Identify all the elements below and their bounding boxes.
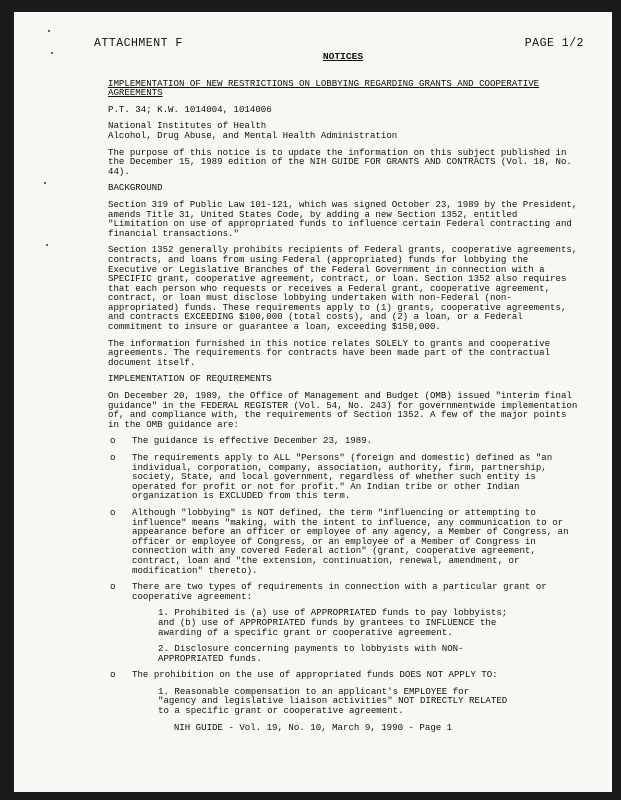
attachment-label: ATTACHMENT F — [94, 37, 183, 50]
speck-mark — [48, 30, 50, 32]
page-footer: NIH GUIDE - Vol. 19, No. 10, March 9, 1990 - Page 1 — [173, 721, 453, 733]
notice-body — [108, 52, 578, 732]
background-heading: BACKGROUND — [108, 182, 163, 194]
bullet-mark: o — [110, 506, 116, 518]
list-item — [108, 582, 578, 601]
background-paragraph-3: The information furnished in this notice relates SOLELY to grants and cooperative agreements. The requirements for contracts have been made part of the contractual document itself. — [108, 337, 551, 368]
list-item — [108, 670, 578, 680]
implementation-paragraph: On December 20, 1989, the Office of Management and Budget (OMB) issued "interim final guidance" in the FEDERAL REGISTER (Vol. 54, No. 243) for governmentwide implementation of, and compliance with, the requirements of Section 1352. A few of the major points in the OMB guidance are: — [108, 390, 578, 430]
list-item — [108, 453, 578, 501]
list-item — [108, 508, 578, 575]
bullet-text: The guidance is effective December 23, 1989. — [132, 435, 373, 447]
sub-item-3: 1. Reasonable compensation to an applicant's EMPLOYEE for "agency and legislative liaison activities" NOT DIRECTLY RELATED to a specific grant or cooperative agreement. — [158, 685, 508, 717]
background-paragraph-2: Section 1352 generally prohibits recipients of Federal grants, cooperative agreements, contracts, and loans from using Federal (appropriated) funds for lobbying the Executive or Legislative Branches of the Federal Government in connection with a SPECIFIC grant, cooperative agreement, contract, or loan. Section 1352 also requires that each person who requests or receives a Federal grant, cooperative agreement, contract, or loan must disclose lobbying undertaken with non-Federal (non-appropriated) funds. These requirements apply to (1) grants, cooperative agreements, and contracts EXCEEDING $100,000 (total costs), and (2) a loan, or a Federal commitment to insure or guarantee a loan, exceeding $150,000. — [108, 244, 578, 333]
notices-title: NOTICES — [322, 51, 364, 62]
implementation-heading: IMPLEMENTATION OF REQUIREMENTS — [108, 373, 272, 385]
background-paragraph-1: Section 319 of Public Law 101-121, which was signed October 23, 1989 by the President, amends Title 31, United States Code, by adding a new Section 1352, entitled "Limitation on use of appropriated funds to influence certain Federal contracting and financial transactions." — [108, 198, 578, 239]
speck-mark — [44, 182, 46, 184]
notice-subtitle: IMPLEMENTATION OF NEW RESTRICTIONS ON LOBBYING REGARDING GRANTS AND COOPERATIVE AGREEMENTS — [108, 77, 540, 99]
bullet-mark: o — [110, 669, 116, 681]
purpose-paragraph: The purpose of this notice is to update the information on this subject published in the December 15, 1989 edition of the NIH GUIDE FOR GRANTS AND CONTRACTS (Vol. 18, No. 44). — [108, 146, 572, 177]
sub-item-2: 2. Disclosure concerning payments to lobbyists with NON-APPROPRIATED funds. — [158, 643, 464, 664]
bullet-mark: o — [110, 435, 116, 447]
pt-line: P.T. 34; K.W. 1014004, 1014006 — [108, 103, 272, 115]
org-line-2: Alcohol, Drug Abuse, and Mental Health Administration — [108, 129, 398, 141]
bullet-text: There are two types of requirements in connection with a particular grant or cooperative agreement: — [132, 581, 547, 602]
bullet-text: The prohibition on the use of appropriated funds DOES NOT APPLY TO: — [132, 669, 498, 681]
bullet-mark: o — [110, 581, 116, 593]
document-page — [14, 12, 612, 792]
speck-mark — [51, 52, 53, 54]
bullet-text: The requirements apply to ALL "Persons" (foreign and domestic) defined as "an individual, corporation, company, association, authority, firm, partnership, society, State, and local government, regardless of whether such entity is operated for profit or not for profit." An Indian tribe or other Indian organization is EXCLUDED from this term. — [132, 452, 553, 502]
sub-item-1: 1. Prohibited is (a) use of APPROPRIATED funds to pay lobbyists; and (b) use of APPROPRIATED funds by grantees to INFLUENCE the awarding of a specific grant or cooperative agreement. — [158, 607, 508, 638]
bullet-mark: o — [110, 452, 116, 463]
speck-mark — [46, 244, 48, 246]
page-number: PAGE 1/2 — [524, 37, 584, 50]
org-line-1: National Institutes of Health — [108, 120, 267, 132]
list-item — [108, 436, 578, 446]
bullet-text: Although "lobbying" is NOT defined, the term "influencing or attempting to influence" means "making, with the intent to influence, any communication to or appearance before an officer or employee of any agency, a Member of Congress, an officer or employee of Congress, or an employee of a Member of Congress in connection with any covered Federal action" (grant, cooperative agreement, contract, loan and "the extension, continuation, renewal, amendment, or modification" thereto). — [132, 506, 569, 576]
